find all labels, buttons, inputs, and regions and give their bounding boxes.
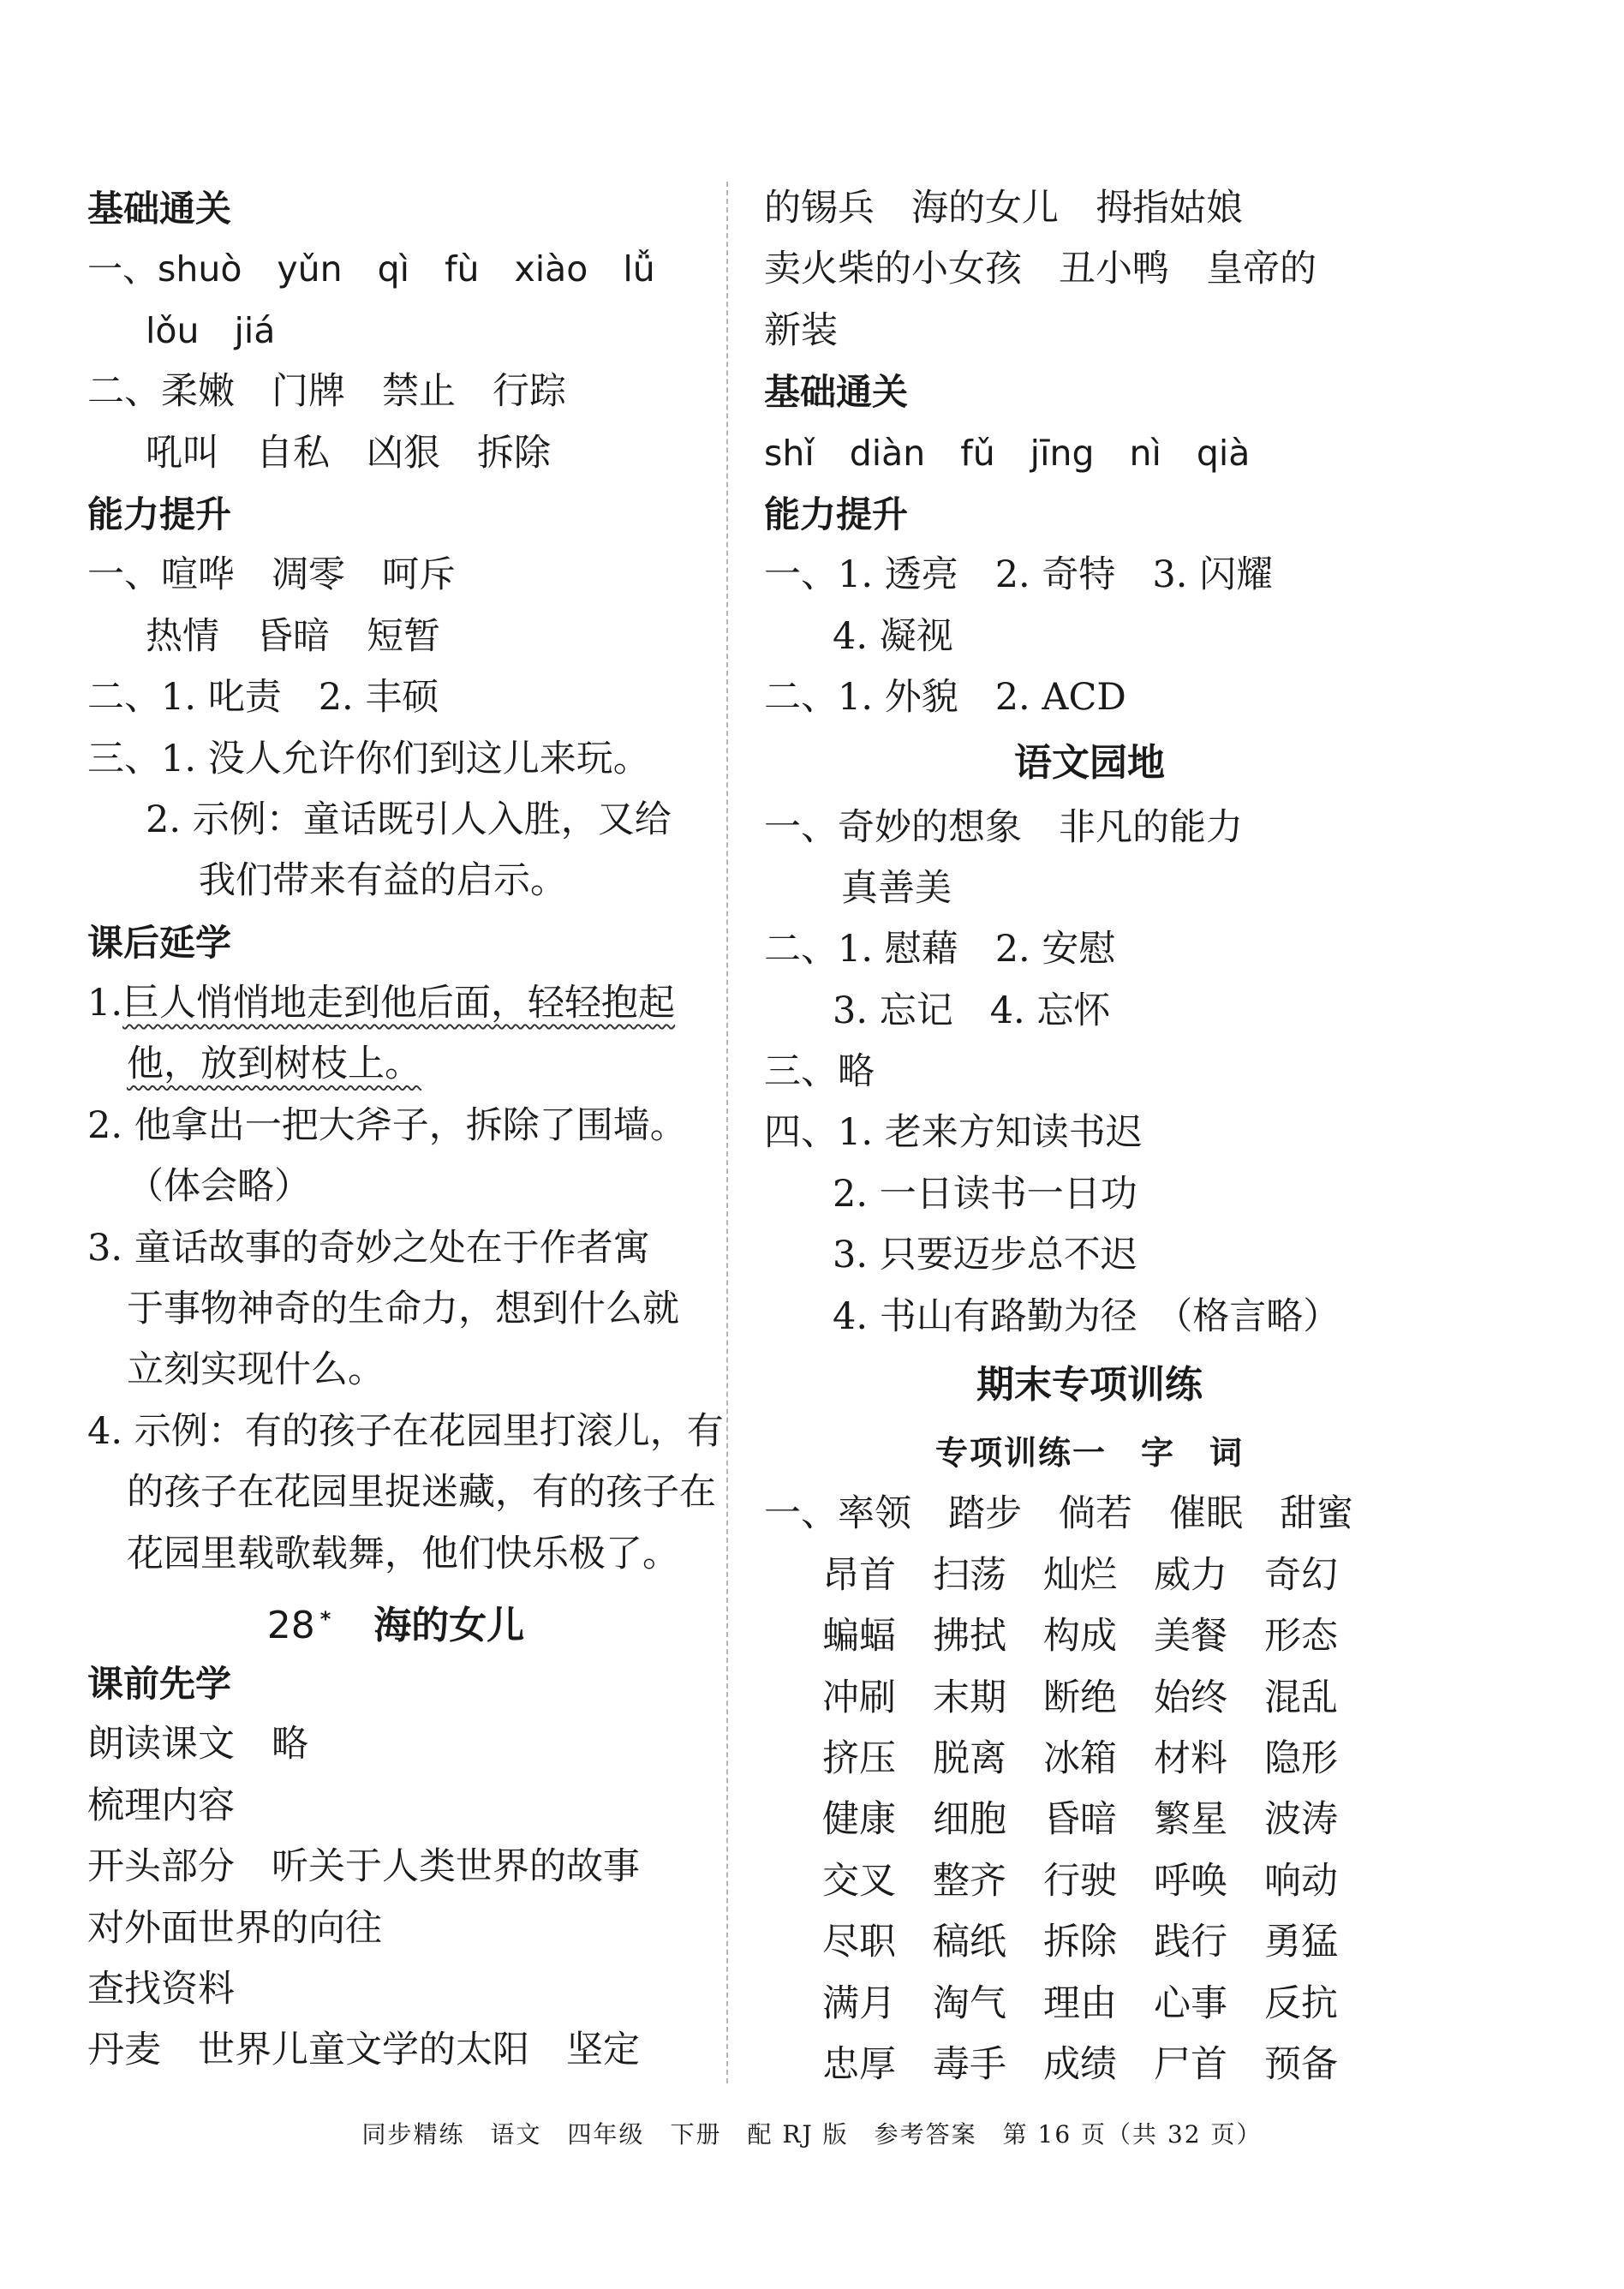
answer-line: 满月 淘气 理由 心事 反抗 <box>822 1981 1338 2025</box>
answer-line: 4. 书山有路勤为径 （格言略） <box>833 1294 1340 1338</box>
answer-line: 丹麦 世界儿童文学的太阳 坚定 <box>87 2029 640 2072</box>
answer-line: 3. 只要迈步总不迟 <box>833 1234 1137 1277</box>
answer-line: 对外面世界的向往 <box>87 1906 382 1950</box>
answer-line: 2. 他拿出一把大斧子，拆除了围墙。 <box>87 1103 687 1147</box>
answer-line: 查找资料 <box>87 1967 235 2011</box>
answer-line: 三、略 <box>764 1050 875 1094</box>
section-heading: 基础通关 <box>764 371 909 414</box>
section-heading: 课前先学 <box>87 1662 232 1705</box>
answer-line: 一、shuò yǔn qì fù xiào lǚ <box>87 248 655 290</box>
answer-line: 尽职 稿纸 拆除 践行 勇猛 <box>822 1921 1338 1964</box>
answer-line: 3. 忘记 4. 忘怀 <box>833 989 1111 1032</box>
answer-line: 2. 一日读书一日功 <box>833 1172 1137 1216</box>
underlined-answer: 他，放到树枝上。 <box>127 1043 421 1086</box>
answer-line: 于事物神奇的生命力，想到什么就 <box>127 1288 679 1331</box>
answer-line: 二、1. 外貌 2. ACD <box>764 676 1126 720</box>
answer-line: 一、率领 踏步 倘若 催眠 甜蜜 <box>764 1492 1353 1536</box>
answer-line: 3. 童话故事的奇妙之处在于作者寓 <box>87 1226 650 1270</box>
answer-line: 交叉 整齐 行驶 呼唤 响动 <box>822 1859 1338 1903</box>
answer-line: 一、喧哗 凋零 呵斥 <box>87 553 456 597</box>
section-title: 语文园地 <box>1014 740 1165 785</box>
section-heading: 能力提升 <box>87 493 232 535</box>
section-title: 期末专项训练 <box>976 1363 1203 1407</box>
item-number: 1. <box>87 982 123 1025</box>
answer-line: lǒu jiá <box>146 309 276 351</box>
lesson-star: * <box>319 1606 331 1631</box>
right-column <box>764 178 1415 2095</box>
answer-line <box>87 973 704 1034</box>
answer-line: 的孩子在花园里捉迷藏，有的孩子在 <box>127 1471 716 1515</box>
answer-line: 忠厚 毒手 成绩 尸首 预备 <box>822 2042 1338 2086</box>
section-heading: 基础通关 <box>87 188 232 230</box>
answer-line: 蝙蝠 拂拭 构成 美餐 形态 <box>822 1615 1338 1658</box>
answer-line: 一、1. 透亮 2. 奇特 3. 闪耀 <box>764 553 1274 597</box>
answer-line: 二、柔嫩 门牌 禁止 行踪 <box>87 370 566 414</box>
column-divider <box>726 182 728 2083</box>
answer-line: 吼叫 自私 凶狠 拆除 <box>146 431 551 475</box>
section-heading: 课后延学 <box>87 921 232 964</box>
answer-line: 梳理内容 <box>87 1784 235 1827</box>
answer-line: 昂首 扫荡 灿烂 威力 奇幻 <box>822 1553 1338 1597</box>
answer-line: 的锡兵 海的女儿 拇指姑娘 <box>764 187 1243 230</box>
answer-line: 花园里载歌载舞，他们快乐极了。 <box>127 1532 679 1575</box>
answer-line: （体会略） <box>127 1165 311 1209</box>
answer-line: shǐ diàn fǔ jīng nì qià <box>764 432 1251 474</box>
answer-line: 4. 示例：有的孩子在花园里打滚儿，有 <box>87 1409 724 1453</box>
answer-line: 健康 细胞 昏暗 繁星 波涛 <box>822 1798 1338 1842</box>
lesson-number: 28 <box>266 1603 315 1647</box>
subsection-title: 专项训练一 字 词 <box>934 1434 1244 1473</box>
page-footer: 同步精练 语文 四年级 下册 配 RJ 版 参考答案 第 16 页（共 32 页） <box>361 2120 1263 2149</box>
answer-line: 三、1. 没人允许你们到这儿来玩。 <box>87 737 650 780</box>
answer-line: 二、1. 叱责 2. 丰硕 <box>87 676 439 720</box>
underlined-answer: 巨人悄悄地走到他后面，轻轻抱起 <box>122 982 676 1025</box>
answer-line: 四、1. 老来方知读书迟 <box>764 1111 1143 1155</box>
left-column <box>87 178 724 2082</box>
answer-line: 立刻实现什么。 <box>127 1348 385 1392</box>
answer-line: 开头部分 听关于人类世界的故事 <box>87 1845 640 1889</box>
answer-line: 我们带来有益的启示。 <box>199 859 567 903</box>
answer-line: 二、1. 慰藉 2. 安慰 <box>764 928 1116 971</box>
answer-line: 朗读课文 略 <box>87 1723 308 1766</box>
answer-line: 热情 昏暗 短暂 <box>146 614 440 658</box>
lesson-name: 海的女儿 <box>373 1603 525 1647</box>
answer-line: 冲刷 末期 断绝 始终 混乱 <box>822 1676 1338 1719</box>
answer-line: 挤压 脱离 冰箱 材料 隐形 <box>822 1736 1338 1780</box>
answer-line: 一、奇妙的想象 非凡的能力 <box>764 805 1243 849</box>
answer-line: 新装 <box>764 308 838 352</box>
section-heading: 能力提升 <box>764 493 909 535</box>
answer-line: 2. 示例：童话既引人入胜，又给 <box>146 798 672 841</box>
answer-line: 真善美 <box>841 866 952 910</box>
answer-line: 卖火柴的小女孩 丑小鸭 皇帝的 <box>764 248 1317 291</box>
answer-line <box>87 1034 704 1095</box>
answer-line: 4. 凝视 <box>833 614 953 658</box>
lesson-title <box>87 1585 704 1653</box>
